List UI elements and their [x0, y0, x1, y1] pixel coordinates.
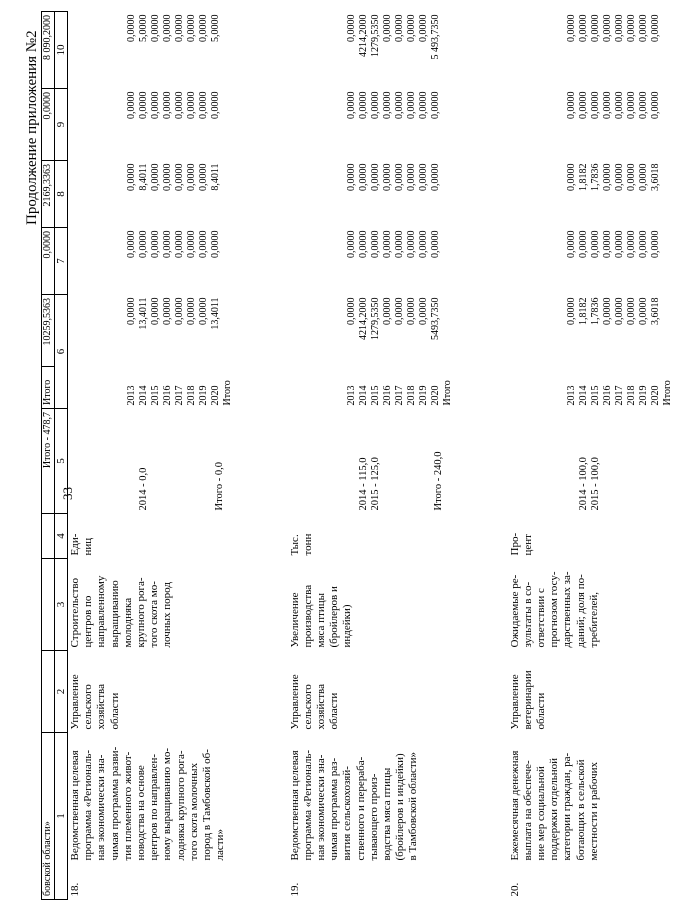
- funding-other-line: 0,0000: [589, 14, 601, 42]
- totals-region: бовской области»: [42, 733, 55, 900]
- years-line: 2015: [150, 385, 162, 406]
- program-name-line: выплата на обеспече-: [521, 760, 534, 861]
- years-line: 2017: [393, 385, 405, 406]
- unit: [508, 514, 675, 559]
- years-line: 2020: [649, 385, 661, 406]
- funding-total-line: 0,0000: [198, 297, 210, 325]
- unit-line: ниц: [82, 537, 95, 556]
- program-name-line: ная экономически зна-: [95, 754, 108, 861]
- unit: [68, 514, 288, 559]
- funding-regional-line: 0,0000: [405, 163, 417, 191]
- funding-local-line: 0,0000: [393, 91, 405, 119]
- expected-result-line: ответствии с: [534, 588, 547, 648]
- funding-regional-line: 0,0000: [126, 163, 138, 191]
- expected-result-line: зультаты в со-: [521, 581, 534, 648]
- years-line: 2013: [345, 385, 357, 406]
- totals-c10: 8 090,2000: [42, 12, 55, 89]
- funding-total-line: 13,4011: [138, 297, 150, 330]
- funding-local-line: 0,0000: [150, 91, 162, 119]
- row-number: 19.: [288, 882, 301, 897]
- funding-local: [68, 89, 288, 161]
- executor-line: области: [108, 692, 121, 730]
- col-num: 5: [55, 409, 68, 514]
- expected-result-line: индейки): [341, 604, 354, 648]
- funding-other-line: 0,0000: [393, 14, 405, 42]
- funding-federal: [68, 228, 288, 295]
- target-values: [68, 409, 288, 514]
- funding-local-line: 0,0000: [210, 91, 222, 119]
- years-line: 2016: [601, 385, 613, 406]
- years-line: Итого: [661, 380, 673, 406]
- years-line: 2018: [405, 385, 417, 406]
- expected-result: [508, 559, 675, 651]
- program-name: [68, 733, 288, 864]
- program-table: [41, 11, 675, 900]
- funding-federal-line: 0,0000: [649, 230, 661, 258]
- funding-federal-line: 0,0000: [126, 230, 138, 258]
- table-row: [68, 12, 288, 900]
- funding-regional-line: 0,0000: [369, 163, 381, 191]
- funding-other-line: 5,0000: [210, 14, 222, 42]
- years-line: 2018: [186, 385, 198, 406]
- funding-other-line: 0,0000: [613, 14, 625, 42]
- target-values-line: [176, 412, 189, 511]
- funding-other-line: 0,0000: [625, 14, 637, 42]
- funding-federal-line: 0,0000: [186, 230, 198, 258]
- unit-line: Про-: [508, 532, 521, 556]
- totals-c7: 0,0000: [42, 228, 55, 295]
- funding-total-line: 0,0000: [174, 297, 186, 325]
- program-name-line: пород в Тамбовской об-: [200, 749, 213, 861]
- funding-other-line: 0,0000: [174, 14, 186, 42]
- funding-total-line: 3,6018: [649, 297, 661, 325]
- funding-other: [68, 12, 288, 89]
- funding-regional-line: 0,0000: [429, 163, 441, 191]
- funding-federal-line: 0,0000: [345, 230, 357, 258]
- funding-regional-line: 0,0000: [601, 163, 613, 191]
- table-row: [288, 12, 508, 900]
- target-values-line: [421, 412, 434, 511]
- funding-total-line: 0,0000: [162, 297, 174, 325]
- years-line: 2018: [625, 385, 637, 406]
- funding-other: [508, 12, 675, 89]
- unit: [288, 514, 508, 559]
- funding-total-line: 0,0000: [417, 297, 429, 325]
- target-values-line: [395, 412, 408, 511]
- col-num: 2: [55, 651, 68, 733]
- years-line: 2015: [369, 385, 381, 406]
- program-name-line: Ведомственная целевая: [288, 750, 301, 861]
- funding-other-line: 0,0000: [637, 14, 649, 42]
- funding-regional-line: 0,0000: [345, 163, 357, 191]
- funding-total-line: 0,0000: [565, 297, 577, 325]
- funding-federal-line: 0,0000: [417, 230, 429, 258]
- funding-local-line: 0,0000: [198, 91, 210, 119]
- col-num: 4: [55, 514, 68, 559]
- funding-regional: [288, 161, 508, 228]
- funding-total-line: 0,0000: [601, 297, 613, 325]
- program-name-line: ласти»: [214, 829, 227, 861]
- expected-result-line: Ожидаемые ре-: [508, 574, 521, 648]
- totals-c6: 10259,5363: [42, 295, 55, 367]
- funding-regional-line: 0,0000: [381, 163, 393, 191]
- expected-result-line: крупного рога-: [135, 577, 148, 648]
- target-values: [288, 409, 508, 514]
- funding-regional: [508, 161, 675, 228]
- executor-line: хозяйства: [314, 684, 327, 730]
- funding-total-line: 4214,2000: [357, 297, 369, 340]
- col-num: 7: [55, 228, 68, 295]
- funding-local-line: 0,0000: [637, 91, 649, 119]
- col-num: 1: [55, 733, 68, 900]
- executor-line: сельского: [301, 684, 314, 730]
- target-values-line: [188, 412, 201, 511]
- funding-federal-line: 0,0000: [369, 230, 381, 258]
- funding-other-line: 0,0000: [649, 14, 661, 42]
- funding-federal-line: 0,0000: [601, 230, 613, 258]
- funding-total-line: 0,0000: [613, 297, 625, 325]
- expected-result-line: мяса птицы: [314, 592, 327, 648]
- funding-federal-line: 0,0000: [393, 230, 405, 258]
- target-values-line: [151, 412, 164, 511]
- funding-federal-line: 0,0000: [589, 230, 601, 258]
- funding-total-line: 0,0000: [126, 297, 138, 325]
- expected-result-line: требителей,: [587, 591, 600, 648]
- executor-line: Управление: [288, 674, 301, 730]
- program-name-line: программа «Региональ-: [82, 749, 95, 861]
- executor-line: Управление: [69, 674, 82, 730]
- funding-regional-line: 0,0000: [417, 163, 429, 191]
- funding-federal-line: 0,0000: [357, 230, 369, 258]
- funding-other-line: 0,0000: [162, 14, 174, 42]
- funding-federal-line: 0,0000: [637, 230, 649, 258]
- funding-total-line: 5493,7350: [429, 297, 441, 340]
- years-line: 2017: [174, 385, 186, 406]
- funding-local-line: 0,0000: [138, 91, 150, 119]
- years: [288, 367, 508, 409]
- funding-local-line: 0,0000: [565, 91, 577, 119]
- years: [68, 367, 288, 409]
- executor-line: области: [534, 692, 547, 730]
- years-line: 2019: [198, 385, 210, 406]
- funding-local-line: 0,0000: [162, 91, 174, 119]
- table-row: [508, 12, 675, 900]
- program-name-line: того скота молочных: [187, 762, 200, 861]
- executor-line: сельского: [82, 684, 95, 730]
- funding-other-line: 5 493,7350: [429, 14, 441, 60]
- executor-line: ветеринарии: [521, 670, 534, 730]
- funding-total-line: 0,0000: [393, 297, 405, 325]
- funding-regional-line: 0,0000: [162, 163, 174, 191]
- expected-result: [68, 559, 288, 651]
- funding-federal: [508, 228, 675, 295]
- unit-line: тонн: [301, 533, 314, 556]
- expected-result-line: Увеличение: [288, 592, 301, 648]
- program-name: [508, 733, 675, 864]
- funding-local-line: 0,0000: [186, 91, 198, 119]
- years: [508, 367, 675, 409]
- funding-total: [288, 295, 508, 367]
- expected-result-line: прогнозом госу-: [548, 571, 561, 648]
- totals-c8: 2169,3363: [42, 161, 55, 228]
- funding-local-line: 0,0000: [405, 91, 417, 119]
- expected-result-line: дарственных за-: [561, 571, 574, 648]
- target-values-line: [163, 412, 176, 511]
- funding-total-line: 0,0000: [345, 297, 357, 325]
- program-name-line: ственного и перераба-: [354, 756, 367, 861]
- program-name-line: ботающих в сельской: [574, 759, 587, 861]
- funding-regional-line: 0,0000: [637, 163, 649, 191]
- target-values-line: 2014 - 100,0: [577, 457, 589, 511]
- program-name-line: новодства на основе: [135, 765, 148, 861]
- program-name-line: Ведомственная целевая: [69, 750, 82, 861]
- page-number: 33: [60, 487, 75, 500]
- target-values-line: 2015 - 125,0: [370, 457, 382, 511]
- unit-line: цент: [521, 534, 534, 556]
- funding-other-line: 0,0000: [577, 14, 589, 42]
- funding-total-line: 0,0000: [186, 297, 198, 325]
- funding-federal-line: 0,0000: [613, 230, 625, 258]
- years-line: 2013: [565, 385, 577, 406]
- target-values-line: 2015 - 100,0: [590, 457, 602, 511]
- funding-local-line: 0,0000: [577, 91, 589, 119]
- totals-c9: 0,0000: [42, 89, 55, 161]
- funding-federal-line: 0,0000: [162, 230, 174, 258]
- expected-result: [288, 559, 508, 651]
- program-name-line: ному выращиванию мо-: [161, 747, 174, 861]
- executor: [68, 651, 288, 733]
- program-name-line: вития сельскохозяй-: [341, 766, 354, 861]
- funding-federal-line: 0,0000: [405, 230, 417, 258]
- target-values-line: 2014 - 115,0: [357, 457, 369, 511]
- target-values-line: [408, 412, 421, 511]
- funding-total-line: 0,0000: [381, 297, 393, 325]
- program-name-line: местности и рабочих: [587, 761, 600, 861]
- funding-total-line: 0,0000: [637, 297, 649, 325]
- unit-line: Еди-: [69, 533, 82, 556]
- funding-other-line: 0,0000: [381, 14, 393, 42]
- program-name-line: поддержки отдельной: [548, 757, 561, 861]
- col-num: 6: [55, 295, 68, 409]
- executor: [508, 651, 675, 733]
- years-line: 2016: [162, 385, 174, 406]
- funding-regional-line: 0,0000: [565, 163, 577, 191]
- funding-regional: [68, 161, 288, 228]
- funding-regional-line: 1,8182: [577, 163, 589, 191]
- program-name: [288, 733, 508, 864]
- program-name-line: чимая программа разви-: [108, 746, 121, 861]
- expected-result-line: выращиванию: [108, 580, 121, 648]
- target-values-line: [383, 412, 396, 511]
- years-line: 2020: [210, 385, 222, 406]
- executor: [288, 651, 508, 733]
- funding-other-line: 0,0000: [126, 14, 138, 42]
- funding-local-line: 0,0000: [369, 91, 381, 119]
- funding-total-line: 1,8182: [577, 297, 589, 325]
- funding-federal-line: 0,0000: [174, 230, 186, 258]
- funding-regional-line: 0,0000: [198, 163, 210, 191]
- program-name-line: программа «Региональ-: [301, 749, 314, 861]
- target-values-line: 2014 - 0,0: [138, 467, 150, 511]
- funding-local-line: 0,0000: [345, 91, 357, 119]
- years-line: Итого: [222, 380, 234, 406]
- totals-target: Итого - 478,7: [42, 409, 55, 514]
- funding-local-line: 0,0000: [174, 91, 186, 119]
- funding-federal-line: 0,0000: [150, 230, 162, 258]
- row-number: 18.: [69, 882, 82, 897]
- program-name-line: тывающего произ-: [367, 773, 380, 861]
- funding-federal-line: 0,0000: [429, 230, 441, 258]
- funding-federal-line: 0,0000: [577, 230, 589, 258]
- funding-regional-line: 3,6018: [649, 163, 661, 191]
- unit-line: Тыс.: [288, 534, 301, 556]
- years-line: 2015: [589, 385, 601, 406]
- funding-other: [288, 12, 508, 89]
- years-line: 2014: [577, 385, 589, 406]
- funding-other-line: 0,0000: [345, 14, 357, 42]
- funding-other-line: 0,0000: [198, 14, 210, 42]
- funding-local-line: 0,0000: [417, 91, 429, 119]
- col-num: 10: [55, 12, 68, 89]
- funding-federal-line: 0,0000: [565, 230, 577, 258]
- years-line: 2017: [613, 385, 625, 406]
- years-line: 2013: [126, 385, 138, 406]
- expected-result-line: Строительство: [69, 577, 82, 648]
- target-values-line: Итого - 240,0: [433, 451, 445, 511]
- program-name-line: категории граждан, ра-: [561, 752, 574, 861]
- funding-total-line: 0,0000: [150, 297, 162, 325]
- expected-result-line: центров по: [82, 595, 95, 648]
- funding-regional-line: 0,0000: [174, 163, 186, 191]
- years-line: Итого: [441, 380, 453, 406]
- executor-line: хозяйства: [95, 684, 108, 730]
- funding-other-line: 0,0000: [405, 14, 417, 42]
- funding-regional-line: 0,0000: [357, 163, 369, 191]
- funding-total: [68, 295, 288, 367]
- funding-total-line: 1,7836: [589, 297, 601, 325]
- funding-regional-line: 0,0000: [186, 163, 198, 191]
- col-num: 3: [55, 559, 68, 651]
- program-name-line: чимая программа раз-: [328, 757, 341, 861]
- funding-other-line: 5,0000: [138, 14, 150, 42]
- funding-federal-line: 0,0000: [625, 230, 637, 258]
- col-num: 8: [55, 161, 68, 228]
- program-name-line: в Тамбовской области»: [407, 751, 420, 861]
- funding-local-line: 0,0000: [357, 91, 369, 119]
- funding-local: [508, 89, 675, 161]
- years-line: 2019: [637, 385, 649, 406]
- years-line: 2014: [357, 385, 369, 406]
- program-name-line: лодняка крупного рога-: [174, 750, 187, 861]
- funding-local-line: 0,0000: [126, 91, 138, 119]
- totals-label: Итого: [42, 367, 55, 409]
- funding-total-line: 13,4011: [210, 297, 222, 330]
- expected-result-line: того скота мо-: [148, 581, 161, 648]
- expected-result-line: лочных пород: [161, 582, 174, 648]
- funding-other-line: 0,0000: [150, 14, 162, 42]
- expected-result-line: молодняка: [121, 597, 134, 648]
- program-name-line: Ежемесячная денежная: [508, 750, 521, 861]
- executor-line: Управление: [508, 674, 521, 730]
- program-name-line: тия племенного живот-: [121, 751, 134, 861]
- funding-regional-line: 0,0000: [625, 163, 637, 191]
- col-num: 9: [55, 89, 68, 161]
- program-name-line: (бройлеров и индейки): [394, 753, 407, 861]
- target-values-line: [201, 412, 214, 511]
- target-values-line: Итого - 0,0: [213, 462, 225, 511]
- funding-local: [288, 89, 508, 161]
- column-number-row: [55, 12, 68, 900]
- years-line: 2019: [417, 385, 429, 406]
- program-name-line: водства мяса птицы: [380, 767, 393, 861]
- funding-local-line: 0,0000: [649, 91, 661, 119]
- funding-other-line: 0,0000: [417, 14, 429, 42]
- funding-local-line: 0,0000: [601, 91, 613, 119]
- funding-local-line: 0,0000: [429, 91, 441, 119]
- funding-federal: [288, 228, 508, 295]
- funding-other-line: 0,0000: [601, 14, 613, 42]
- program-name-line: ние мер социальной: [534, 766, 547, 861]
- funding-local-line: 0,0000: [625, 91, 637, 119]
- years-line: 2014: [138, 385, 150, 406]
- funding-regional-line: 0,0000: [150, 163, 162, 191]
- expected-result-line: (бройлеров и: [328, 586, 341, 648]
- funding-other-line: 1279,5350: [369, 14, 381, 57]
- funding-regional-line: 0,0000: [613, 163, 625, 191]
- years-line: 2016: [381, 385, 393, 406]
- expected-result-line: направленному: [95, 575, 108, 648]
- row-number: 20.: [508, 882, 521, 897]
- funding-total-line: 0,0000: [405, 297, 417, 325]
- expected-result-line: производства: [301, 584, 314, 648]
- program-name-line: центров по направлен-: [148, 753, 161, 861]
- funding-total: [508, 295, 675, 367]
- funding-federal-line: 0,0000: [138, 230, 150, 258]
- funding-other-line: 4214,2000: [357, 14, 369, 57]
- funding-federal-line: 0,0000: [210, 230, 222, 258]
- totals-row: [42, 12, 55, 900]
- funding-local-line: 0,0000: [381, 91, 393, 119]
- funding-total-line: 0,0000: [625, 297, 637, 325]
- program-name-line: ная экономически зна-: [314, 754, 327, 861]
- years-line: 2020: [429, 385, 441, 406]
- page-title: Продолжение приложения №2: [24, 30, 40, 225]
- funding-regional-line: 1,7836: [589, 163, 601, 191]
- funding-federal-line: 0,0000: [381, 230, 393, 258]
- executor-line: области: [328, 692, 341, 730]
- target-values: [508, 409, 675, 514]
- funding-other-line: 0,0000: [186, 14, 198, 42]
- funding-federal-line: 0,0000: [198, 230, 210, 258]
- funding-total-line: 1279,5350: [369, 297, 381, 340]
- funding-other-line: 0,0000: [565, 14, 577, 42]
- funding-regional-line: 8,4011: [138, 163, 150, 191]
- funding-local-line: 0,0000: [613, 91, 625, 119]
- funding-local-line: 0,0000: [589, 91, 601, 119]
- expected-result-line: даний; доля по-: [574, 574, 587, 648]
- funding-regional-line: 8,4011: [210, 163, 222, 191]
- funding-regional-line: 0,0000: [393, 163, 405, 191]
